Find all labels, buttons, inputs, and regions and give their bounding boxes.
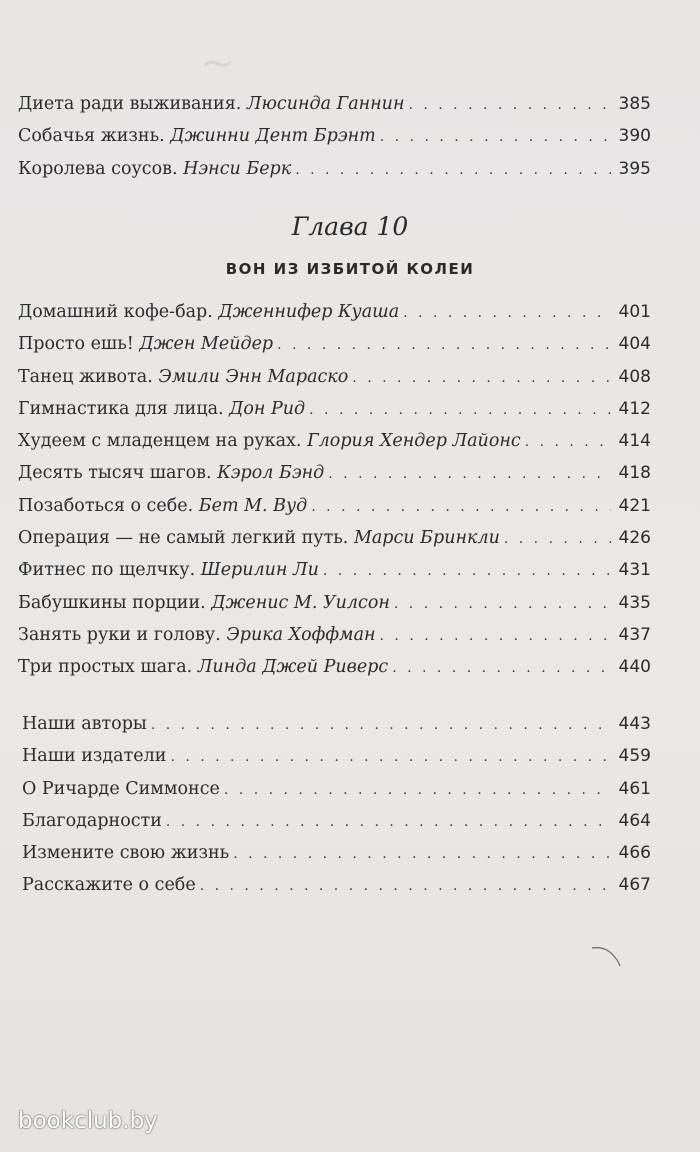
- dot-leader: [380, 121, 611, 153]
- toc-entry-title: Танец живота.: [18, 366, 153, 387]
- toc-entry-page: 390: [618, 126, 651, 147]
- toc-entry-page: 464: [618, 810, 651, 831]
- toc-section-previous-chapter: [18, 88, 651, 185]
- toc-entry-title: Фитнес по щелчку.: [18, 560, 196, 581]
- toc-entry-author: Шерилин Ли: [200, 560, 319, 581]
- toc-entry: [18, 490, 651, 522]
- toc-entry: [18, 457, 651, 489]
- dot-leader: [277, 329, 611, 361]
- toc-entry-title: Наши авторы: [22, 714, 147, 734]
- toc-entry: [22, 805, 651, 837]
- toc-entry-page: 435: [618, 592, 651, 613]
- toc-entry-title: Наши издатели: [22, 746, 167, 767]
- toc-entry-author: Глория Хендер Лайонс: [307, 431, 521, 452]
- toc-entry-author: Нэнси Берк: [183, 158, 292, 179]
- toc-entry-title: О Ричарде Симмонсе: [22, 778, 220, 799]
- watermark: bookclub.by: [18, 1108, 158, 1134]
- toc-entry-page: 426: [618, 528, 651, 549]
- toc-entry-title: Домашний кофе-бар.: [18, 302, 213, 322]
- toc-entry-page: 414: [618, 431, 651, 452]
- toc-entry-author: Джен Мейдер: [139, 334, 274, 355]
- toc-entry: [18, 88, 651, 120]
- toc-entry-title: Худеем с младенцем на руках.: [18, 431, 302, 452]
- toc-entry-title: Благодарности: [22, 810, 162, 831]
- toc-entry-page: 440: [618, 657, 651, 678]
- dot-leader: [392, 652, 611, 684]
- toc-entry: [18, 554, 651, 586]
- toc-entry-author: Дженнифер Куаша: [218, 302, 400, 322]
- toc-entry-title: Собачья жизнь.: [18, 126, 165, 147]
- toc-entry: [18, 328, 651, 360]
- dot-leader: [328, 458, 611, 490]
- toc-entry-page: 459: [618, 746, 651, 767]
- toc-entry: [18, 296, 651, 328]
- toc-entry-page: 461: [618, 778, 651, 799]
- toc-entry: [22, 773, 651, 805]
- toc-entry: [18, 651, 651, 683]
- toc-entry: [18, 393, 651, 425]
- toc-entry-title: Бабушкины порции.: [18, 592, 206, 613]
- toc-entry-author: Дон Рид: [229, 398, 306, 419]
- toc-entry-page: 404: [618, 334, 651, 355]
- toc-entry-author: Кэрол Бэнд: [217, 463, 325, 484]
- dot-leader: [200, 870, 611, 902]
- bleed-through-decoration: ~: [200, 38, 237, 87]
- dot-leader: [394, 588, 611, 620]
- toc-entry-page: 408: [618, 366, 651, 387]
- toc-entry-page: 466: [618, 843, 651, 864]
- toc-entry: [18, 120, 651, 152]
- dot-leader: [352, 362, 611, 394]
- toc-entry-title: Три простых шага.: [18, 657, 193, 678]
- toc-entry-title: Измените свою жизнь: [22, 843, 230, 864]
- toc-entry-title: Операция — не самый легкий путь.: [18, 528, 349, 549]
- toc-entry: [18, 361, 651, 393]
- toc-entry: [18, 619, 651, 651]
- toc-entry-author: Линда Джей Риверс: [197, 657, 389, 678]
- toc-entry-title: Расскажите о себе: [22, 875, 196, 896]
- toc-entry: [22, 740, 651, 772]
- dot-leader: [403, 297, 611, 329]
- dot-leader: [166, 806, 611, 838]
- dot-leader: [408, 89, 611, 121]
- dot-leader: [525, 426, 611, 458]
- dot-leader: [380, 620, 611, 652]
- chapter-heading: Глава 10: [291, 212, 409, 241]
- toc-entry-page: 443: [618, 714, 651, 734]
- toc-entry-page: 401: [618, 302, 651, 322]
- toc-entry: [22, 837, 651, 869]
- toc-entry-author: Джинни Дент Брэнт: [170, 126, 376, 147]
- toc-entry-page: 467: [618, 875, 651, 896]
- toc-entry: [18, 587, 651, 619]
- dot-leader: [170, 741, 611, 773]
- dot-leader: [504, 523, 611, 555]
- toc-entry-title: Десять тысяч шагов.: [18, 463, 212, 484]
- toc-entry-title: Диета ради выживания.: [18, 94, 242, 114]
- toc-entry: [22, 708, 651, 740]
- dot-leader: [224, 774, 611, 806]
- dot-leader: [295, 154, 611, 186]
- toc-entry-author: Люсинда Ганнин: [246, 94, 405, 114]
- toc-entry-title: Гимнастика для лица.: [18, 398, 224, 419]
- toc-entry: [18, 153, 651, 185]
- dot-leader: [311, 491, 611, 523]
- toc-entry-author: Эрика Хоффман: [226, 624, 376, 645]
- toc-entry-author: Марси Бринкли: [353, 528, 500, 549]
- dot-leader: [233, 838, 611, 870]
- dot-leader: [151, 709, 611, 741]
- toc-entry: [18, 425, 651, 457]
- toc-entry-title: Королева соусов.: [18, 158, 178, 179]
- toc-entry-author: Бет М. Вуд: [198, 495, 308, 516]
- dot-leader: [323, 555, 611, 587]
- dot-leader: [309, 394, 611, 426]
- toc-entry-page: 418: [618, 463, 651, 484]
- toc-entry-page: 412: [618, 398, 651, 419]
- toc-entry-author: Дженис М. Уилсон: [211, 592, 390, 613]
- chapter-subtitle: ВОН ИЗ ИЗБИТОЙ КОЛЕИ: [225, 260, 475, 278]
- toc-entry-title: Позаботься о себе.: [18, 495, 194, 516]
- toc-entry-page: 395: [618, 158, 651, 179]
- toc-entry-page: 431: [618, 560, 651, 581]
- pen-mark-decoration: [590, 944, 630, 968]
- toc-entry-page: 421: [618, 495, 651, 516]
- toc-entry: [22, 869, 651, 901]
- toc-entry-title: Занять руки и голову.: [18, 624, 221, 645]
- toc-section-back-matter: [22, 708, 651, 902]
- toc-entry-title: Просто ешь!: [18, 334, 134, 355]
- toc-entry: [18, 522, 651, 554]
- toc-entry-page: 385: [618, 94, 651, 114]
- toc-entry-page: 437: [618, 624, 651, 645]
- toc-entry-author: Эмили Энн Мараско: [158, 366, 349, 387]
- toc-section-chapter-10: [18, 296, 651, 684]
